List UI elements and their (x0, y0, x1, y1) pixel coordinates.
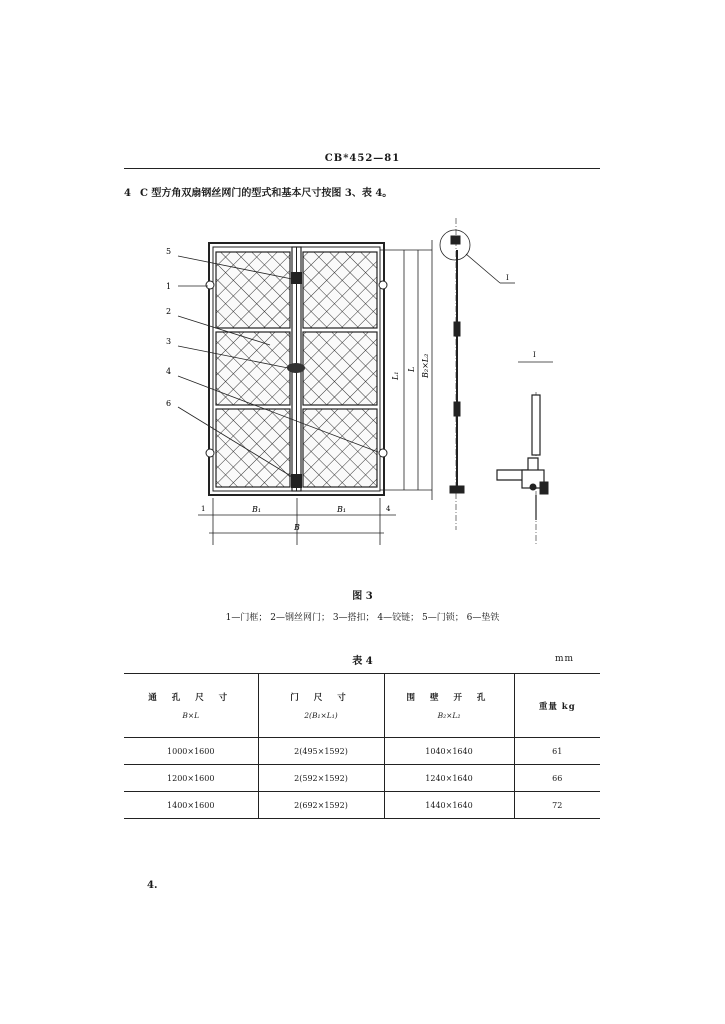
hinge-icon (379, 449, 387, 457)
pad-block-icon (291, 474, 302, 488)
table-row (124, 765, 600, 792)
table-cell: 1200×1600 (124, 765, 258, 792)
table-cell: 2(592×1592) (258, 765, 384, 792)
detail-label: I (506, 274, 509, 282)
dim-b1-right: B₁ (337, 505, 347, 514)
callout-2: 2 (166, 307, 172, 316)
mesh-panel (216, 252, 290, 328)
table-row (124, 738, 600, 765)
callout-5: 5 (166, 247, 172, 256)
mesh-panel (303, 332, 377, 405)
callout-6: 6 (166, 399, 172, 408)
header-weight: 重量 kg (514, 674, 600, 738)
table-cell: 1400×1600 (124, 792, 258, 819)
table-unit: mm (555, 654, 575, 664)
table-cell: 1440×1640 (384, 792, 514, 819)
figure-title: 图 3 (352, 591, 373, 602)
dim-l: L (407, 366, 416, 372)
callout-4: 4 (166, 367, 172, 376)
hinge-icon (206, 449, 214, 457)
door-lock-icon (291, 272, 302, 284)
header-door-size: 门 尺 寸 2(B₁×L₁) (258, 674, 384, 738)
hinge-icon (206, 281, 214, 289)
table-row (124, 792, 600, 819)
dim-l1: L₁ (391, 371, 400, 380)
section-label: I (533, 351, 536, 359)
mesh-panel (303, 409, 377, 487)
page-number: 4. (147, 880, 158, 891)
dim-mark-4: 4 (386, 505, 391, 513)
callout-1: 1 (166, 282, 172, 291)
mesh-panel (216, 409, 290, 487)
callout-3: 3 (166, 337, 172, 346)
dim-b2xl2: B₂×L₂ (421, 353, 430, 378)
mesh-panel (303, 252, 377, 328)
header-opening-size: 通 孔 尺 寸 B×L (124, 674, 258, 738)
table-cell: 2(495×1592) (258, 738, 384, 765)
table-cell: 1240×1640 (384, 765, 514, 792)
table-header-row (124, 674, 600, 738)
table-cell: 72 (552, 800, 563, 810)
header-wall-opening: 围 壁 开 孔 B₂×L₂ (384, 674, 514, 738)
dimension-table (124, 673, 600, 819)
table-cell: 1000×1600 (124, 738, 258, 765)
table-cell: 1040×1640 (384, 738, 514, 765)
table-title: 表 4 (352, 656, 373, 667)
intro-text: C 型方角双扇钢丝网门的型式和基本尺寸按图 3、表 4。 (139, 188, 393, 199)
dim-mark-1: 1 (201, 505, 206, 513)
figure-legend: 1—门框； 2—钢丝网门； 3—搭扣； 4—铰链； 5—门锁； 6—垫铁 (225, 613, 500, 623)
table-cell: 2(692×1592) (258, 792, 384, 819)
mesh-panel (216, 332, 290, 405)
dim-b: B (294, 523, 300, 532)
dim-b1-left: B₁ (252, 505, 262, 514)
table-cell: 66 (514, 765, 600, 792)
table-cell: 61 (514, 738, 600, 765)
hasp-icon (287, 363, 305, 373)
document-code: CB*452—81 (324, 153, 401, 164)
hinge-icon (379, 281, 387, 289)
section-number: 4 (124, 188, 131, 199)
